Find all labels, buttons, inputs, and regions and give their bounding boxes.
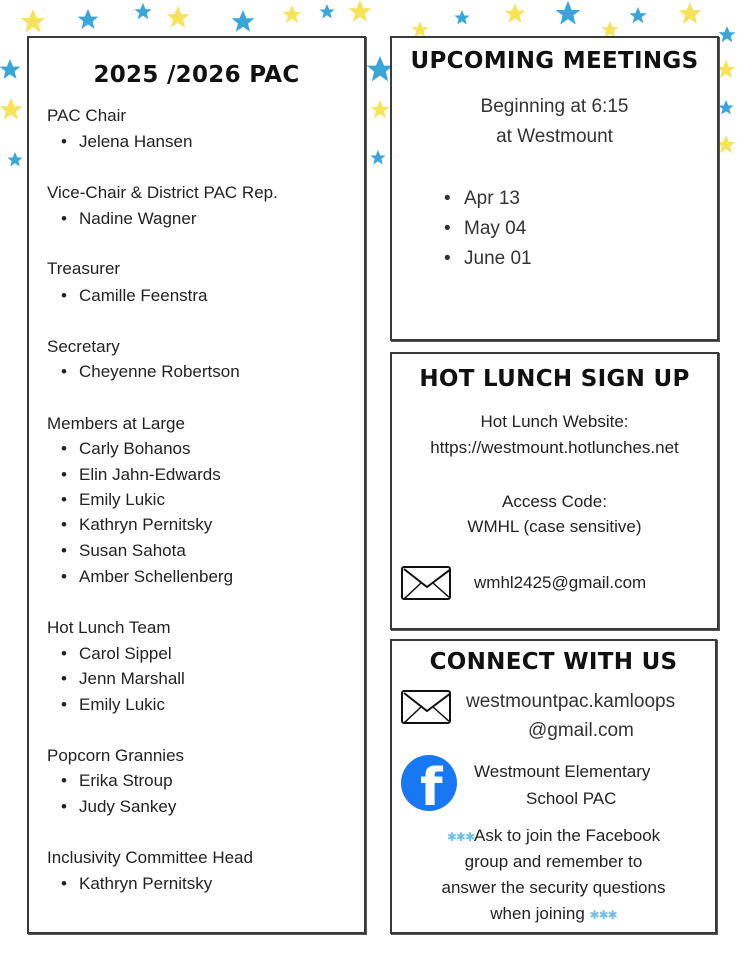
- member-name: • Judy Sankey: [79, 797, 176, 817]
- meetings-panel: [390, 36, 719, 341]
- role-label: Popcorn Grannies: [47, 746, 185, 765]
- member-name: • Camille Feenstra: [79, 286, 208, 306]
- member-name: • Susan Sahota: [79, 541, 186, 561]
- role-label: Treasurer: [47, 259, 121, 278]
- connect-title: CONNECT WITH US: [429, 649, 678, 675]
- access-code-label: Access Code:: [502, 492, 607, 511]
- member-name: • Kathryn Pernitsky: [79, 874, 212, 894]
- hot-lunch-email[interactable]: wmhl2425@gmail.com: [474, 573, 647, 592]
- role-label: Members at Large: [47, 414, 185, 433]
- member-name: • Carol Sippel: [79, 644, 172, 664]
- access-code-value: WMHL (case sensitive): [467, 517, 642, 536]
- facebook-note-line3: answer the security questions: [441, 878, 666, 897]
- member-name: • Kathryn Pernitsky: [79, 515, 212, 535]
- member-name: • Emily Lukic: [79, 490, 165, 510]
- website-link[interactable]: https://westmount.hotlunches.net: [430, 438, 679, 457]
- connect-email-line2[interactable]: @gmail.com: [528, 720, 634, 741]
- meeting-date: • May 04: [464, 218, 526, 240]
- member-name: • Nadine Wagner: [79, 209, 197, 229]
- facebook-icon[interactable]: f: [401, 755, 457, 811]
- facebook-page-line1[interactable]: Westmount Elementary: [474, 762, 651, 781]
- facebook-page-line2[interactable]: School PAC: [526, 789, 617, 808]
- role-label: PAC Chair: [47, 106, 127, 125]
- hot-lunch-panel: [390, 352, 719, 630]
- connect-panel: [390, 639, 717, 934]
- member-name: • Amber Schellenberg: [79, 567, 233, 587]
- role-label: Secretary: [47, 337, 120, 356]
- member-name: • Carly Bohanos: [79, 439, 191, 459]
- member-name: • Cheyenne Robertson: [79, 362, 240, 382]
- connect-email-line1[interactable]: westmountpac.kamloops: [466, 691, 676, 712]
- envelope-icon: [401, 566, 451, 600]
- pac-title: 2025 /2026 PAC: [93, 62, 300, 88]
- meetings-title: UPCOMING MEETINGS: [410, 48, 699, 74]
- member-name: • Emily Lukic: [79, 695, 165, 715]
- star-icon: ✱✱✱: [446, 830, 474, 844]
- meeting-date: • Apr 13: [464, 188, 520, 210]
- role-label: Vice-Chair & District PAC Rep.: [47, 183, 278, 202]
- hot-lunch-title: HOT LUNCH SIGN UP: [419, 366, 690, 392]
- star-icon: ✱✱✱: [589, 908, 617, 922]
- envelope-icon: [401, 690, 451, 724]
- facebook-note-line2: group and remember to: [464, 852, 643, 871]
- role-label: Hot Lunch Team: [47, 618, 171, 637]
- member-name: • Jelena Hansen: [79, 132, 192, 152]
- member-name: • Elin Jahn-Edwards: [79, 465, 221, 485]
- meetings-time: Beginning at 6:15: [480, 96, 629, 117]
- member-name: • Jenn Marshall: [79, 669, 185, 689]
- member-name: • Erika Stroup: [79, 771, 173, 791]
- meetings-location: at Westmount: [496, 126, 613, 147]
- website-label: Hot Lunch Website:: [480, 412, 629, 431]
- facebook-note-line1: ✱✱✱Ask to join the Facebook: [446, 826, 661, 845]
- pac-members-panel: [27, 36, 366, 934]
- meeting-date: • June 01: [464, 248, 532, 270]
- role-label: Inclusivity Committee Head: [47, 848, 253, 867]
- facebook-note-line4: when joining ✱✱✱: [490, 904, 617, 923]
